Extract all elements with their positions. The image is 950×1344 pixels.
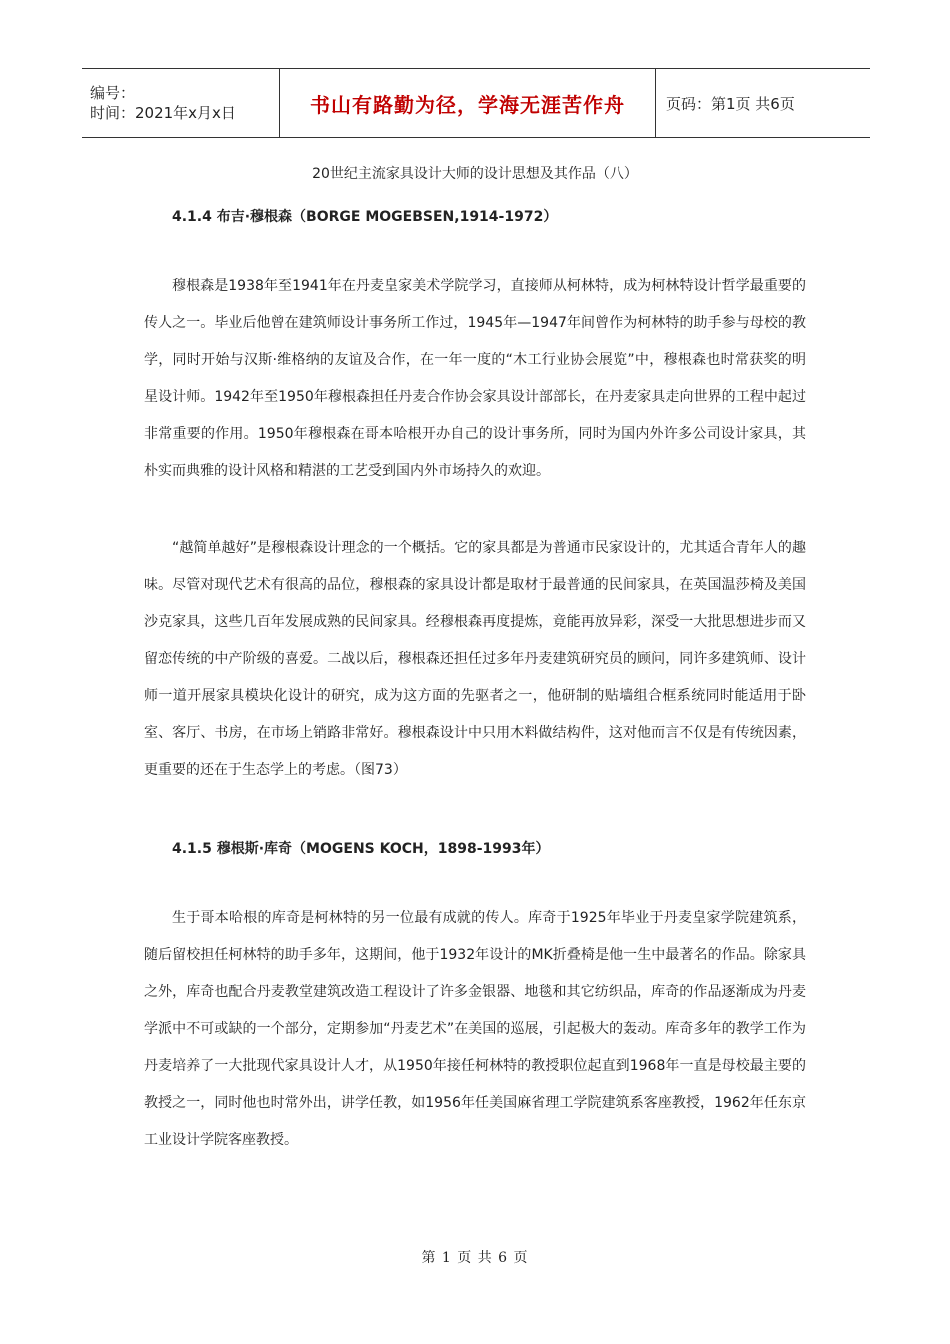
time-label: 时间：2021年x月x日 xyxy=(90,104,236,122)
header-page-number: 页码：第1页 共6页 xyxy=(666,94,795,113)
page-footer: 第 1 页 共 6 页 xyxy=(421,1250,529,1266)
document-title: 20世纪主流家具设计大师的设计思想及其作品（八） xyxy=(312,166,638,182)
number-label: 编号： xyxy=(90,84,136,102)
section-heading-4-1-5: 4.1.5 穆根斯·库奇（MOGENS KOCH，1898-1993年） xyxy=(172,841,550,857)
header-motto: 书山有路勤为径，学海无涯苦作舟 xyxy=(280,69,656,137)
paragraph-koch-bio: 生于哥本哈根的库奇是柯林特的另一位最有成就的传人。库奇于1925年毕业于丹麦皇家学院建筑系，随后留校担任柯林特的助手多年，这期间，他于1932年设计的MK折叠椅是他一生中最著名的作品。除家具之外，库奇也配合丹麦教堂建筑改造工程设计了许多金银器、地毯和其它纺织品，库奇的作品逐渐成为丹麦学派中不可或缺的一个部分，定期参加“丹麦艺术”在美国的巡展，引起极大的轰动。库奇多年的教学工作为丹麦培养了一大批现代家具设计人才，从1950年接任柯林特的教授职位起直到1968年一直是母校最主要的教授之一，同时他也时常外出，讲学任教，如1956年任美国麻省理工学院建筑系客座教授，1962年任东京工业设计学院客座教授。 xyxy=(144,910,806,1148)
section-heading-4-1-4: 4.1.4 布吉·穆根森（BORGE MOGEBSEN,1914-1972） xyxy=(172,209,558,225)
header-meta xyxy=(82,69,280,137)
page-header xyxy=(82,68,870,138)
paragraph-mogensen-philosophy: “越简单越好”是穆根森设计理念的一个概括。它的家具都是为普通市民家设计的，尤其适合青年人的趣味。尽管对现代艺术有很高的品位，穆根森的家具设计都是取材于最普通的民间家具，在英国温莎椅及美国沙克家具，这些几百年发展成熟的民间家具。经穆根森再度提炼，竟能再放异彩，深受一大批思想进步而又留恋传统的中产阶级的喜爱。二战以后，穆根森还担任过多年丹麦建筑研究员的顾问，同许多建筑师、设计师一道开展家具模块化设计的研究，成为这方面的先驱者之一，他研制的贴墙组合框系统同时能适用于卧室、客厅、书房，在市场上销路非常好。穆根森设计中只用木料做结构件，这对他而言不仅是有传统因素，更重要的还在于生态学上的考虑。（图73） xyxy=(144,540,806,778)
paragraph-mogensen-bio: 穆根森是1938年至1941年在丹麦皇家美术学院学习，直接师从柯林特，成为柯林特设计哲学最重要的传人之一。毕业后他曾在建筑师设计事务所工作过，1945年—1947年间曾作为柯林特的助手参与母校的教学，同时开始与汉斯·维格纳的友谊及合作，在一年一度的“木工行业协会展览”中，穆根森也时常获奖的明星设计师。1942年至1950年穆根森担任丹麦合作协会家具设计部部长，在丹麦家具走向世界的工程中起过非常重要的作用。1950年穆根森在哥本哈根开办自己的设计事务所，同时为国内外许多公司设计家具，其朴实而典雅的设计风格和精湛的工艺受到国内外市场持久的欢迎。 xyxy=(144,278,806,479)
